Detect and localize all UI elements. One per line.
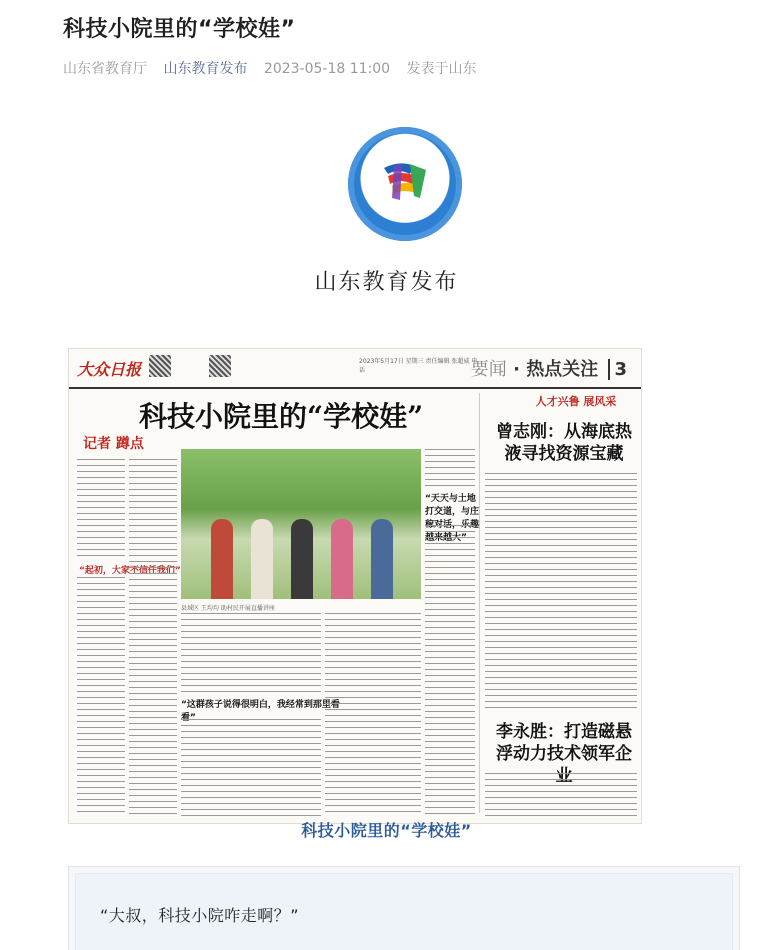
newspaper-subhead: “这群孩子说得很明白，我经常到那里看看” [181, 700, 340, 723]
text-column [77, 459, 125, 559]
section-left: 要闻 [470, 359, 507, 380]
article-meta [63, 58, 489, 78]
text-column [485, 773, 637, 817]
side-story-title: 曾志刚：从海底热液寻找资源宝藏 [496, 422, 632, 464]
text-column [325, 613, 421, 817]
side-story-title: 李永胜：打造磁悬浮动力技术领军企业 [496, 722, 632, 786]
publish-datetime: 2023-05-18 11:00 [263, 61, 391, 77]
article-title: 科技小院里的“学校娃” [63, 17, 296, 42]
text-column [425, 449, 475, 489]
reporter-tag: 记者 蹲点 [83, 436, 144, 452]
person-figure [331, 519, 353, 599]
qr-code-icon [149, 355, 171, 377]
person-figure [291, 519, 313, 599]
newspaper-section [471, 355, 627, 381]
image-caption: 科技小院里的“学校娃” [301, 821, 472, 840]
photo-caption: 县域区 王均均 助村民开展直播讲座 [181, 605, 275, 612]
newspaper-page-image[interactable] [68, 348, 642, 824]
article-source: 山东省教育厅 [63, 61, 147, 77]
newspaper-headline: 科技小院里的“学校娃” [139, 400, 424, 433]
qr-code-icon [209, 355, 231, 377]
newspaper-photo [181, 449, 421, 599]
text-column [77, 577, 125, 817]
text-column [181, 613, 321, 693]
section-right: 热点关注 [526, 359, 599, 380]
publish-location: 发表于山东 [406, 61, 477, 77]
person-figure [251, 519, 273, 599]
newspaper-info-line: 2023年5月17日 星期三 责任编辑 张超威 电话 [359, 358, 478, 374]
page-number: 3 [608, 359, 627, 380]
account-logo-mark-icon [380, 160, 430, 202]
person-figure [211, 519, 233, 599]
person-figure [371, 519, 393, 599]
newspaper-subhead: “起初，大家不信任我们” [79, 566, 181, 576]
brand-name: 山东教育发布 [314, 270, 459, 295]
text-column [129, 459, 177, 817]
text-column [181, 719, 321, 817]
text-column [485, 473, 637, 709]
section-dot: · [513, 359, 520, 380]
newspaper-name: 大众日报 [77, 360, 142, 379]
quote-text: “大叔，科技小院咋走啊？” [100, 906, 300, 925]
newspaper-subhead: “天天与土地打交道，与庄稼对话，乐趣越来越大” [425, 494, 480, 543]
text-column [425, 525, 475, 817]
newspaper-masthead [69, 349, 641, 389]
account-name-link[interactable]: 山东教育发布 [163, 61, 248, 77]
column-divider [479, 393, 480, 813]
side-column-tag: 人才兴鲁 展风采 [535, 395, 617, 408]
